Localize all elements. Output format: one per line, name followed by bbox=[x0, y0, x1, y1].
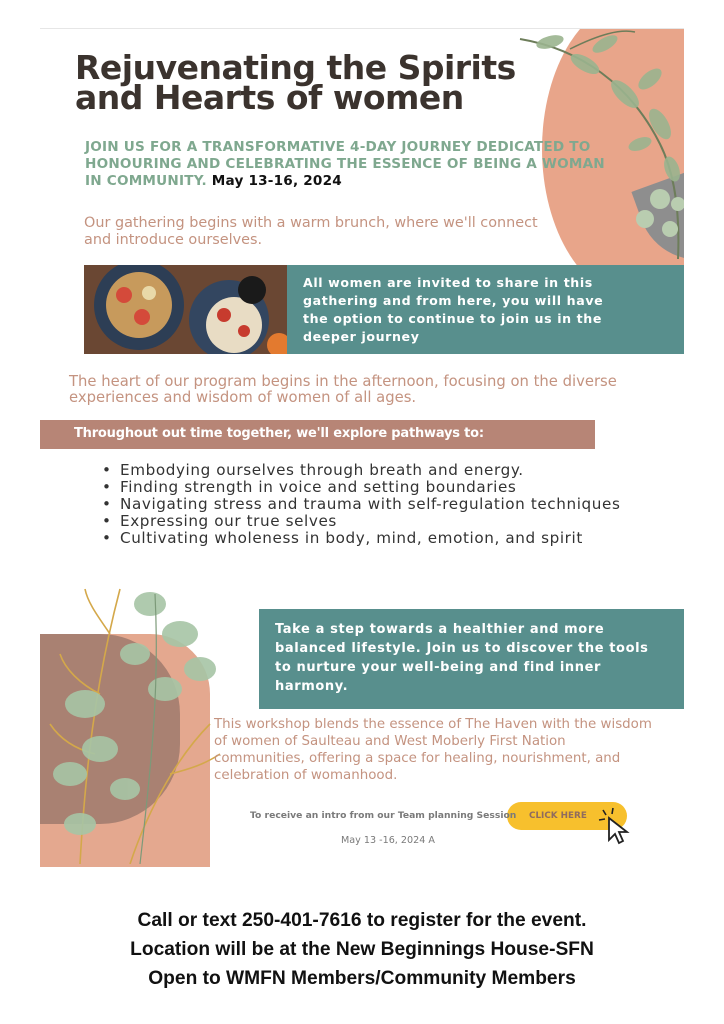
click-here-label: CLICK HERE bbox=[529, 811, 587, 821]
brunch-paragraph: Our gathering begins with a warm brunch, where we'll connect and introduce ourselves. bbox=[84, 215, 538, 248]
list-item bbox=[102, 495, 660, 513]
workshop-paragraph: This workshop blends the essence of The Haven with the wisdom of women of Saulteau and West Moberly First Nation communities, offering a space for healing, nourishment, and celebration of womanhood. bbox=[214, 717, 652, 783]
healthier-lifestyle-box bbox=[259, 609, 684, 709]
list-item bbox=[102, 512, 660, 530]
page-title bbox=[75, 48, 516, 117]
bullet: • bbox=[102, 529, 112, 547]
food-photo bbox=[84, 265, 287, 354]
bullet: • bbox=[102, 461, 112, 479]
event-date: May 13-16, 2024 bbox=[211, 173, 342, 189]
subheading bbox=[85, 139, 605, 190]
footer-register: Call or text 250-401-7616 to register for the event. bbox=[137, 910, 587, 931]
click-cursor-icon bbox=[597, 806, 637, 846]
small-date: May 13 -16, 2024 A bbox=[341, 835, 435, 846]
invitation-text: All women are invited to share in this gathering and from here, you will have the option to continue to join us in the deeper journey bbox=[303, 275, 604, 344]
subheading-text: JOIN US FOR A TRANSFORMATIVE 4-DAY JOURNEY DEDICATED TO HONOURING AND CELEBRATING THE ESSENCE OF BEING A WOMAN IN COMMUNITY. bbox=[85, 139, 605, 189]
list-item-text: Navigating stress and trauma with self-regulation techniques bbox=[120, 495, 621, 513]
bullet: • bbox=[102, 512, 112, 530]
healthier-lifestyle-text: Take a step towards a healthier and more balanced lifestyle. Join us to discover the tools to nurture your well-being and find inner harmony. bbox=[275, 622, 649, 694]
invitation-box bbox=[287, 265, 684, 354]
poster bbox=[40, 29, 684, 867]
heart-paragraph: The heart of our program begins in the afternoon, focusing on the diverse experiences and wisdom of women of all ages. bbox=[69, 373, 617, 406]
pathways-heading-bar bbox=[40, 420, 595, 449]
list-item bbox=[102, 529, 660, 547]
pathways-list bbox=[102, 461, 660, 547]
pathways-heading: Throughout out time together, we'll explore pathways to: bbox=[74, 426, 484, 441]
intro-text: To receive an intro from our Team planning Session bbox=[250, 810, 517, 821]
bullet: • bbox=[102, 495, 112, 513]
title-line-2: and Hearts of women bbox=[75, 78, 464, 117]
list-item-text: Finding strength in voice and setting boundaries bbox=[120, 478, 517, 496]
list-item bbox=[102, 461, 660, 479]
list-item-text: Expressing our true selves bbox=[120, 512, 337, 530]
list-item-text: Cultivating wholeness in body, mind, emotion, and spirit bbox=[120, 529, 583, 547]
footer bbox=[0, 906, 724, 993]
footer-eligibility: Open to WMFN Members/Community Members bbox=[148, 968, 576, 989]
footer-location: Location will be at the New Beginnings House-SFN bbox=[130, 939, 594, 960]
list-item bbox=[102, 478, 660, 496]
bullet: • bbox=[102, 478, 112, 496]
title-line-1: Rejuvenating the Spirits bbox=[75, 48, 516, 87]
food-photo-illustration bbox=[84, 265, 287, 354]
list-item-text: Embodying ourselves through breath and energy. bbox=[120, 461, 524, 479]
